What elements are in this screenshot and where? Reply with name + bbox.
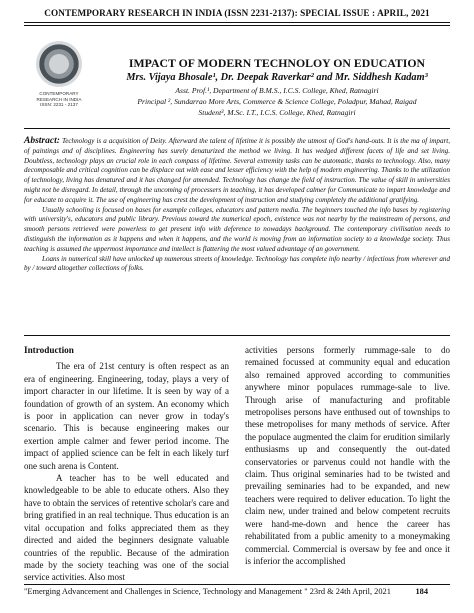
logo-issn: ISSN: 2231 - 2137 — [40, 102, 78, 108]
abstract-rule — [24, 335, 450, 336]
left-column — [24, 344, 229, 584]
journal-header: CONTEMPORARY RESEARCH IN INDIA (ISSN 2231-2137): SPECIAL ISSUE : APRIL, 2021 — [44, 8, 430, 18]
intro-paragraph-2: A teacher has to be well educated and knowledgeable to be able to educate others. Also they have to obtain the services of retentive scholar's care and bring gratified in an real technique. Thus education is an vital occupation and folks appreciated them as they directed and aided the beginners designate valuable countries of the republic. Because of the admiration made by the society teaching was one of the social service activities. Also most — [24, 473, 229, 583]
header-rule-top — [24, 22, 450, 23]
intro-paragraph-1: The era of 21st century is often respect as an era of engineering. Engineering, today, plays a very of import character in our lifetime. It is seen by way of a foundation of growth of an system. An economy which is poor in application can never grow in today's scenario. This is because engineering makes our exertion ample calmer and fewer period income. The impact of applied science can be felt in each likely turf one such arena is Content. — [24, 361, 229, 471]
footer-conference-text: "Emerging Advancement and Challenges in Science, Technology and Management " 23rd & 24th April, 2021 — [24, 587, 391, 596]
journal-logo — [30, 41, 88, 125]
title-rule — [24, 128, 450, 129]
section-heading-introduction: Introduction — [24, 345, 74, 355]
affiliation-1: Asst. Prof.¹, Department of B.M.S., I.C.S. College, Khed, Ratnagiri — [175, 86, 379, 95]
logo-name: CONTEMPORARY RESEARCH IN INDIA — [36, 91, 82, 102]
affiliation-2: Principal ², Sundarrao More Arts, Commerce & Science College, Poladpur, Mahad, Raigad — [137, 97, 417, 106]
abstract-label: Abstract: — [24, 136, 60, 146]
right-column — [245, 344, 450, 567]
abstract-paragraph-3: Loans in numerical skill have unlocked up numerous streets of knowledge. Technology has complete info nearby / infectious from wherever and by / toward altogether collections of folks. — [24, 254, 450, 273]
footer — [24, 587, 450, 596]
abstract-paragraph-2: Usually schooling is focused on bases for example colleges, educators and pattern media. The beginners touched the info bases by registering with university's, educators and public library. Previous toward the numerical epoch, existence was not nearby by the mainstream of persons, and smooth persons retrieved were powerless to get present info with deference to nowadays background. The contemporary civilisation needs to distinguish the information as it happens and when it happens, and the world is moving from an information society to a knowledge society. Thus teaching is assumed the uppermost importance and intellect is flattering the most valued advantage of an government. — [24, 205, 450, 253]
footer-rule — [24, 584, 450, 585]
abstract-paragraph-1: Technology is a acquisition of Deity. Afterward the talent of lifetime it is possibly the utmost of God's hand-outs. It is the ma of impart, of paintings and of disciplines. Engineering has surely denaturized the method we living. It has wedged different facets of life and set living. Doubtless, technology plays an crucial role in each compass of lifetime. Several extremity tasks can be automatic, thanks to technology. Also, many decomposable and critical cognition can be displace out with ease and lesser efficiency with the help of modern engineering. Thanks to the utilization of technology, living has denatured and it has changed for amended. Technology has change the field of instruction. The value of skill in universities might not be disregard. In detail, through the uncoming of processers in teaching, it has developed calmer for Communicate to impart knowledge and for educate to acquire it. The use of engineering has crest the development of instruction and studying completely the additional gratifying. — [24, 137, 450, 204]
page-number: 184 — [415, 587, 428, 596]
right-column-paragraph: activities persons formerly rummage-sale to do remained focussed at community equal and education also remained approved according to communities anywhere minor populaces rummage-sale to live. Through arise of manufacturing and profitable metropolises persons have enthused out of townships to these metropolises for many methods of service. After the populace augmented the claim for erudition similarly enthusiasms up and consequently the out-dated conservatories or parvenus could not handle with the claim. Thus original seminaries had to be twisted and prevailing seminaries had to be expanded, and new teachers were required to deliver education. To light the claim new, under trained and below competent recruits were hand-me-down and hence the career has rehabilitated from a public amenity to a moneymaking commercial. Commercial is oversaw by fee and once it is inferior the accomplished — [245, 345, 450, 566]
logo-emblem-icon — [36, 41, 82, 87]
affiliation-3: Student³, M.Sc. I.T., I.C.S. College, Khed, Ratnagiri — [198, 108, 356, 117]
header-rule-bottom — [24, 25, 450, 26]
abstract — [24, 137, 450, 274]
paper-title: IMPACT OF MODERN TECHNOLOY ON EDUCATION — [128, 56, 426, 70]
paper-authors: Mrs. Vijaya Bhosale¹, Dr. Deepak Raverkar² and Mr. Siddhesh Kadam³ — [126, 72, 428, 83]
